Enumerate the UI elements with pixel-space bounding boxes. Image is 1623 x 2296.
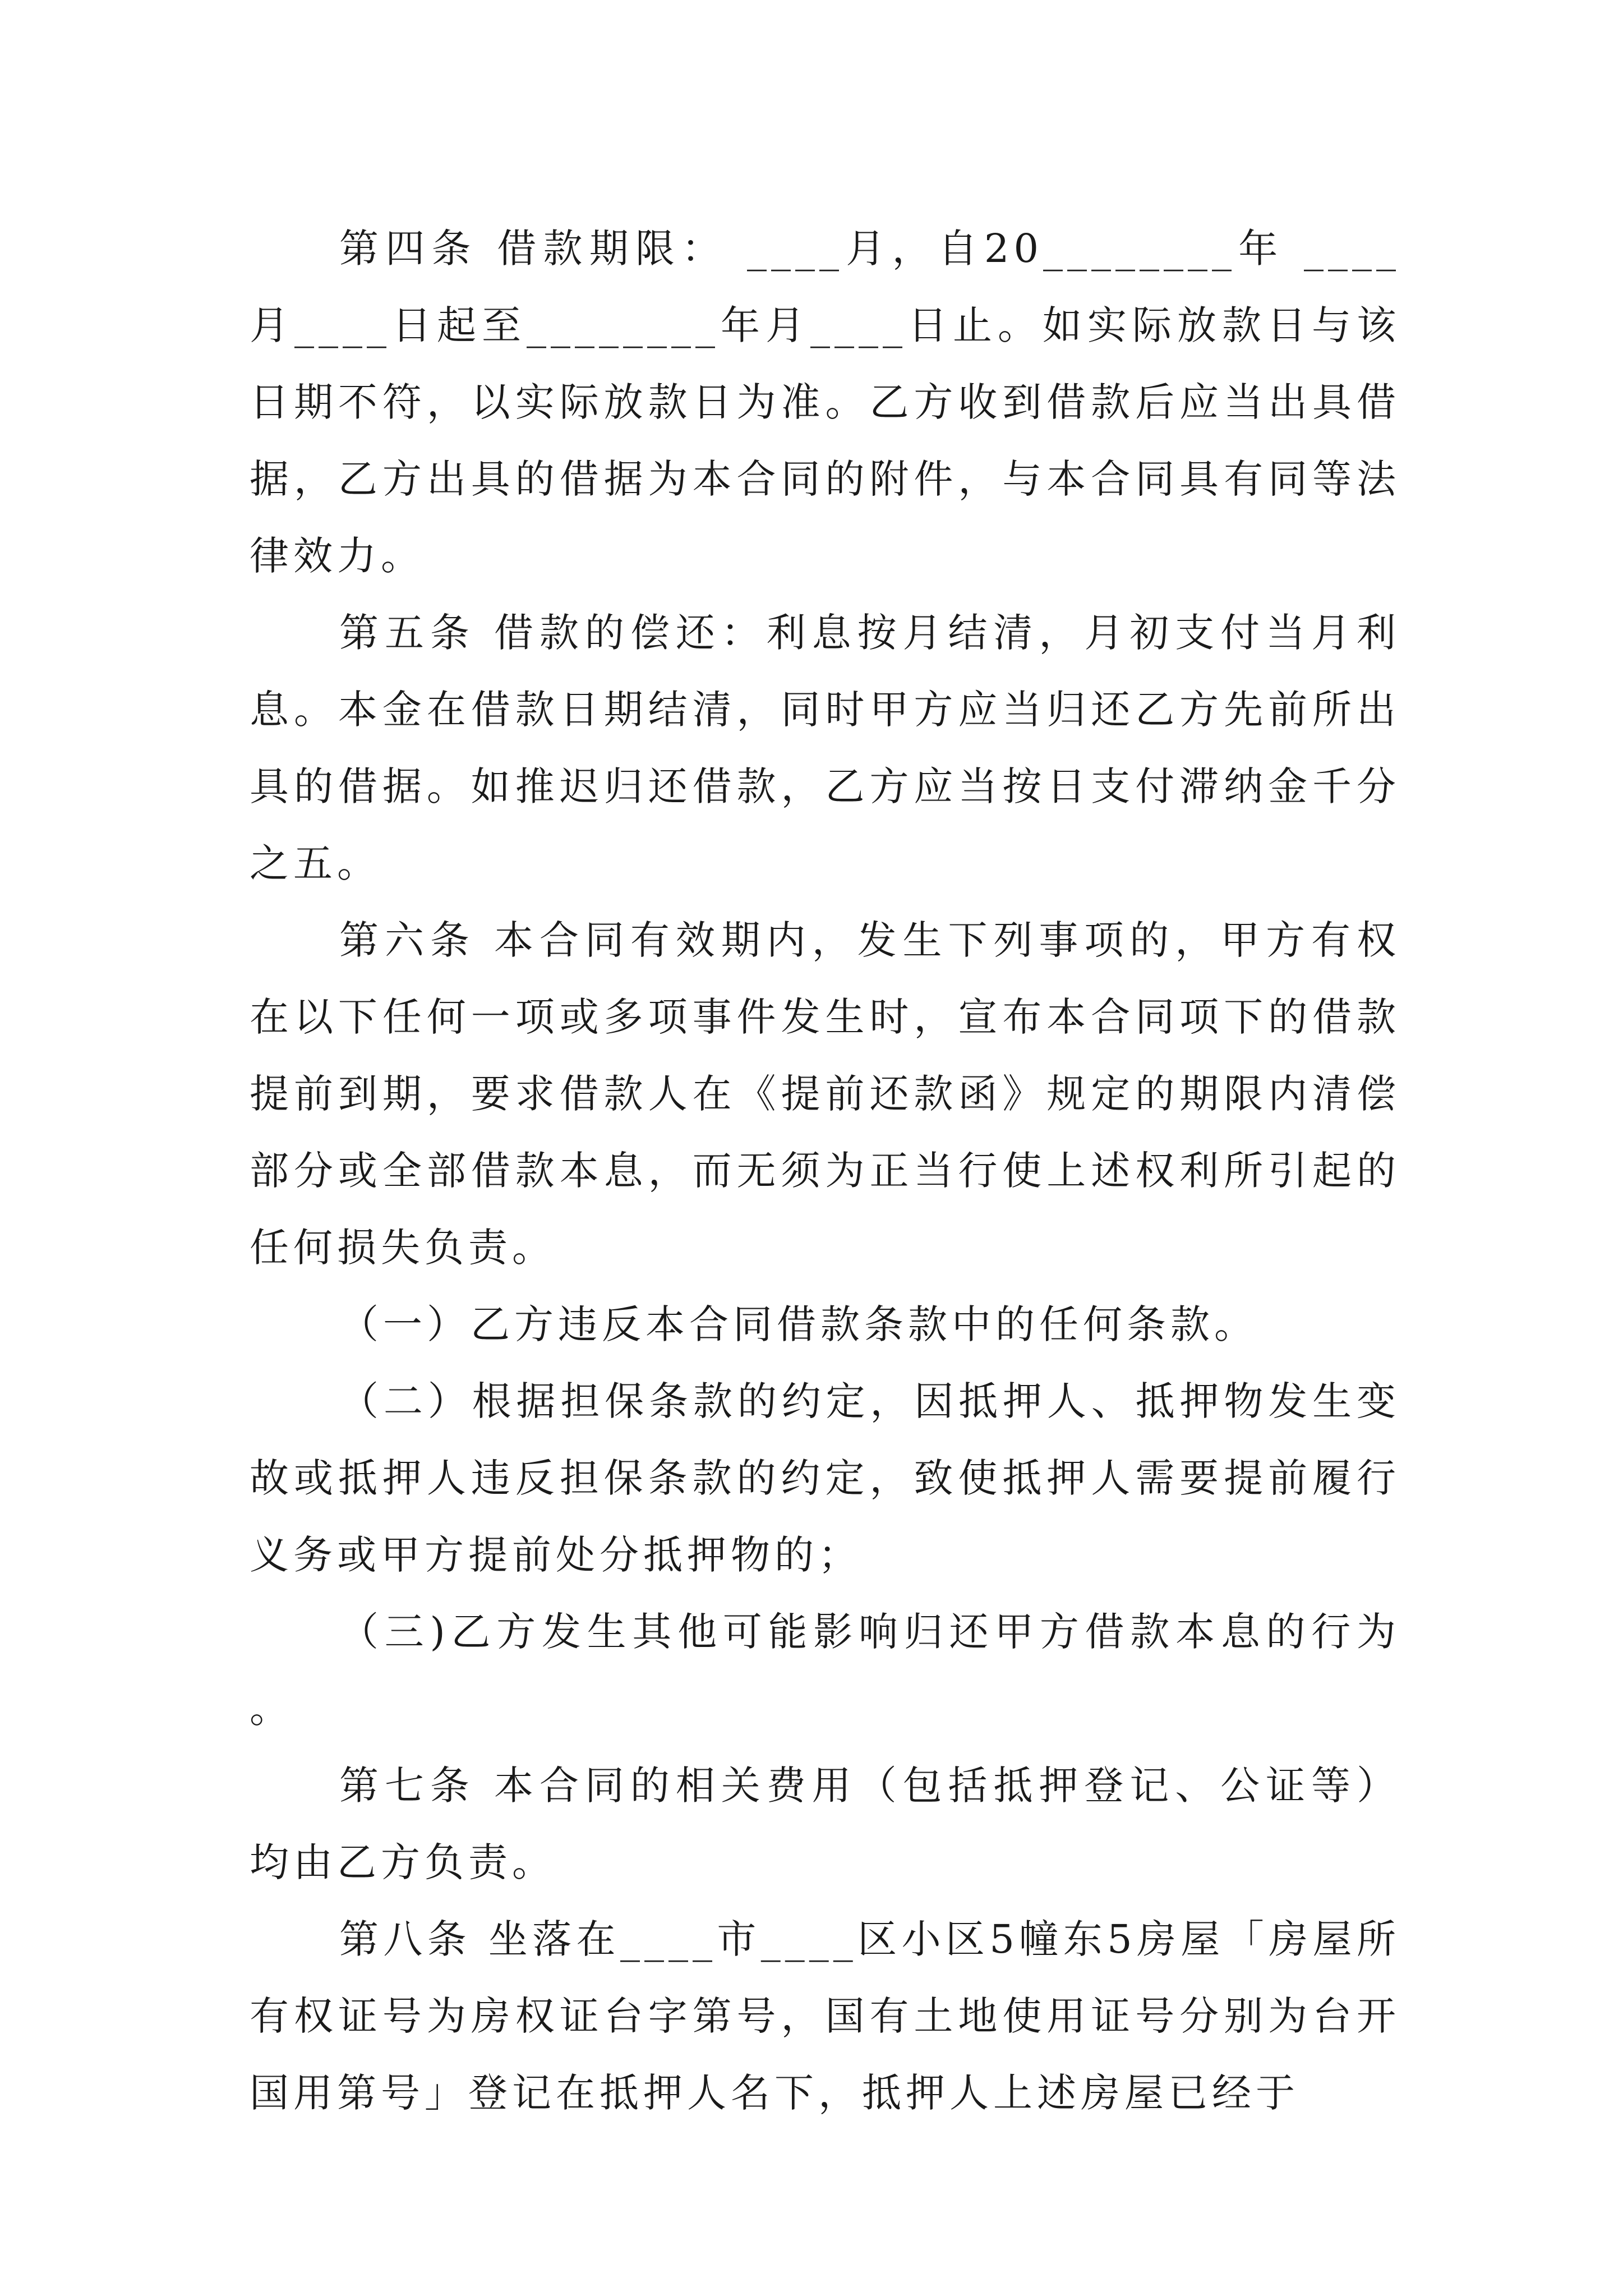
- contract-body: [250, 210, 1400, 2132]
- article-5-repayment: 第五条 借款的偿还：利息按月结清，月初支付当月利息。本金在借款日期结清，同时甲方应当归还乙方先前所出具的借据。如推迟归还借款，乙方应当按日支付滞纳金千分之五。: [250, 610, 1400, 886]
- article-6-early-maturity: 第六条 本合同有效期内，发生下列事项的，甲方有权在以下任何一项或多项事件发生时，宣布本合同项下的借款提前到期，要求借款人在《提前还款函》规定的期限内清偿部分或全部借款本息，而无须为正当行使上述权利所引起的任何损失负责。: [250, 917, 1400, 1271]
- article-6-item-1: （一）乙方违反本合同借款条款中的任何条款。: [339, 1301, 1258, 1347]
- article-6-item-3: （三)乙方发生其他可能影响归还甲方借款本息的行为。: [250, 1609, 1400, 1732]
- article-7-fees: 第七条 本合同的相关费用（包括抵押登记、公证等）均由乙方负责。: [250, 1763, 1400, 1885]
- article-4-loan-term: 第四条 借款期限： ____月，自20________年 ____月____日起至________年月____日止。如实际放款日与该日期不符，以实际放款日为准。乙方收到借款后应当出具借据，乙方出具的借据为本合同的附件，与本合同具有同等法律效力。: [250, 226, 1400, 579]
- article-8-collateral: 第八条 坐落在____市____区小区5幢东5房屋「房屋所有权证号为房权证台字第号，国有土地使用证号分别为台开国用第号」登记在抵押人名下，抵押人上述房屋已经于: [250, 1916, 1400, 2116]
- article-6-item-2: （二）根据担保条款的约定，因抵押人、抵押物发生变故或抵押人违反担保条款的约定，致使抵押人需要提前履行义务或甲方提前处分抵押物的；: [250, 1378, 1400, 1578]
